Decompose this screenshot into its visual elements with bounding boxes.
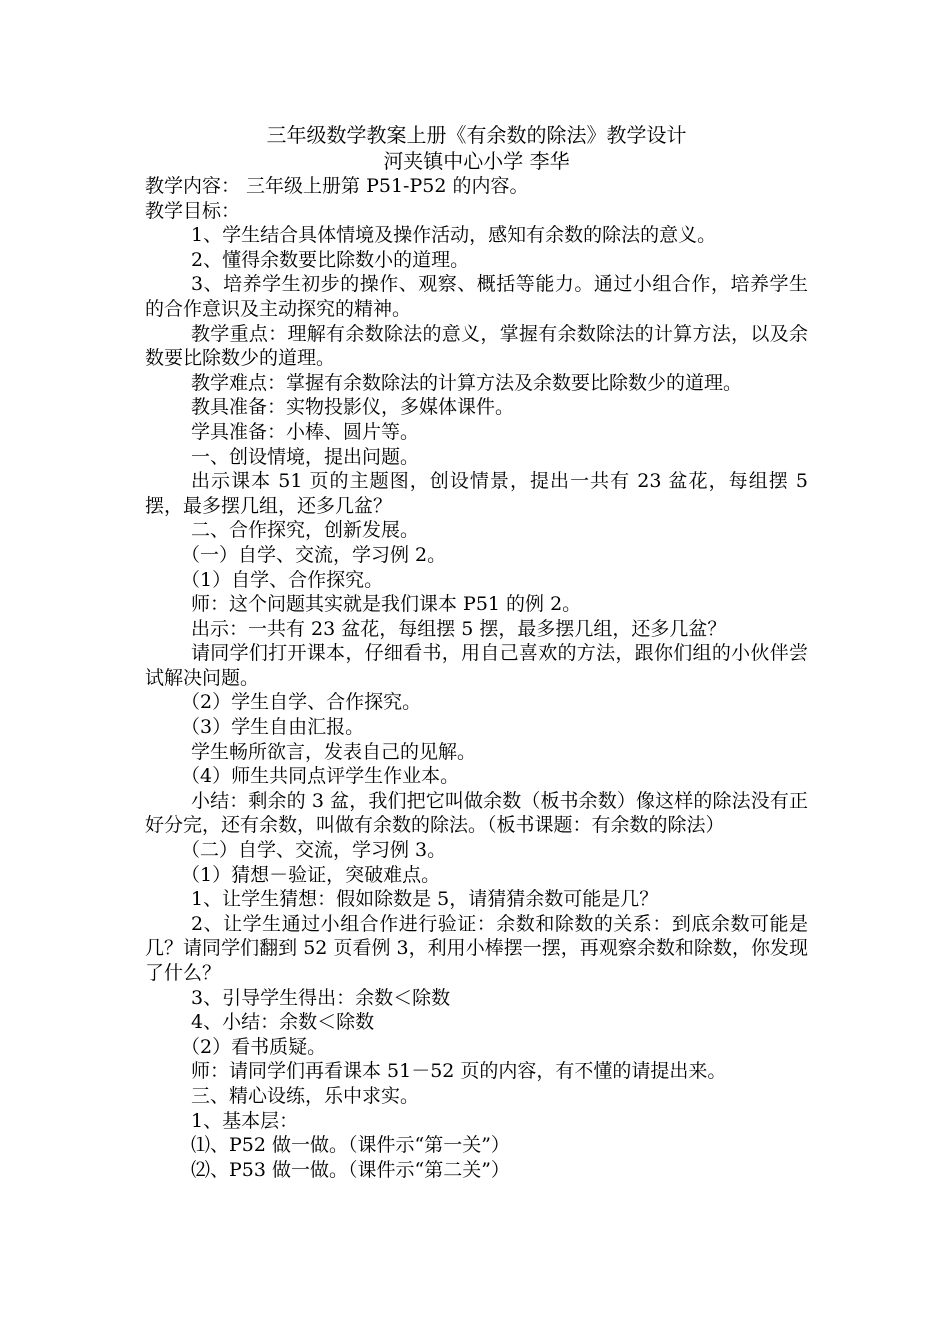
guess-verify: （1）猜想－验证，突破难点。: [181, 863, 441, 886]
teaching-focus: 教学重点：理解有余数除法的意义，掌握有余数除法的计算方法，以及余数要比除数少的道理。: [145, 322, 808, 370]
verify-2: 2、让学生通过小组合作进行验证：余数和除数的关系：到底余数可能是几？请同学们翻到 52 页看例 3，利用小棒摆一摆，再观察余数和除数，你发现了什么？: [145, 912, 808, 984]
instruction-open-book: 请同学们打开课本，仔细看书，用自己喜欢的方法，跟你们组的小伙伴尝试解决问题。: [145, 642, 808, 689]
teaching-goals-heading: 教学目标：: [145, 199, 241, 222]
teacher-line-1: 师：这个问题其实就是我们课本 P51 的例 2。: [191, 593, 582, 616]
read-book: （2）看书质疑。: [181, 1035, 327, 1058]
summary-4: 4、小结：余数＜除数: [191, 1011, 375, 1034]
step-4: （4）师生共同点评学生作业本。: [181, 765, 460, 788]
step-2: （2）学生自学、合作探究。: [181, 691, 422, 714]
teacher-materials: 教具准备：实物投影仪，多媒体课件。: [191, 396, 515, 419]
guide-3: 3、引导学生得出：余数＜除数: [191, 986, 451, 1009]
student-materials: 学具准备：小棒、圆片等。: [191, 420, 420, 443]
step-1: （1）自学、合作探究。: [181, 568, 384, 591]
goal-3: 3、培养学生初步的操作、观察、概括等能力。通过小组合作，培养学生的合作意识及主动探究的精神。: [145, 273, 808, 320]
goal-2: 2、懂得余数要比除数小的道理。: [191, 248, 470, 271]
basic-level: 1、基本层：: [191, 1109, 299, 1132]
subsection-2-heading: （二）自学、交流，学习例 3。: [181, 839, 447, 862]
exercise-2: ⑵、P53 做一做。（课件示“第二关”）: [191, 1158, 510, 1181]
teaching-difficulty: 教学难点：掌握有余数除法的计算方法及余数要比除数少的道理。: [191, 371, 743, 394]
step-3: （3）学生自由汇报。: [181, 716, 365, 739]
section-1-text: 出示课本 51 页的主题图，创设情景，提出一共有 23 盆花，每组摆 5 摆，最多摆几组，还多几盆？: [145, 470, 808, 517]
section-3-heading: 三、精心设练，乐中求实。: [191, 1084, 420, 1107]
guess-1: 1、让学生猜想：假如除数是 5，请猜猜余数可能是几？: [191, 888, 659, 911]
teaching-content: 教学内容： 三年级上册第 P51-P52 的内容。: [145, 175, 529, 197]
subsection-1-heading: （一）自学、交流，学习例 2。: [181, 543, 447, 566]
summary-1: 小结：剩余的 3 盆，我们把它叫做余数（板书余数）像这样的除法没有正好分完，还有余数，叫做有余数的除法。（板书课题：有余数的除法）: [145, 789, 808, 837]
exercise-1: ⑴、P52 做一做。（课件示“第一关”）: [191, 1134, 510, 1157]
show-problem: 出示：一共有 23 盆花，每组摆 5 摆，最多摆几组，还多几盆？: [191, 617, 727, 640]
document-body: [145, 122, 808, 1182]
teacher-line-2: 师：请同学们再看课本 51－52 页的内容，有不懂的请提出来。: [191, 1060, 727, 1083]
author-line: 河夹镇中心小学 李华: [383, 149, 570, 173]
document-title: 三年级数学教案上册《有余数的除法》教学设计: [266, 123, 687, 147]
section-1-heading: 一、创设情境，提出问题。: [191, 445, 420, 468]
section-2-heading: 二、合作探究，创新发展。: [191, 519, 420, 542]
students-speak: 学生畅所欲言，发表自己的见解。: [191, 740, 477, 763]
goal-1: 1、学生结合具体情境及操作活动，感知有余数的除法的意义。: [191, 224, 717, 247]
